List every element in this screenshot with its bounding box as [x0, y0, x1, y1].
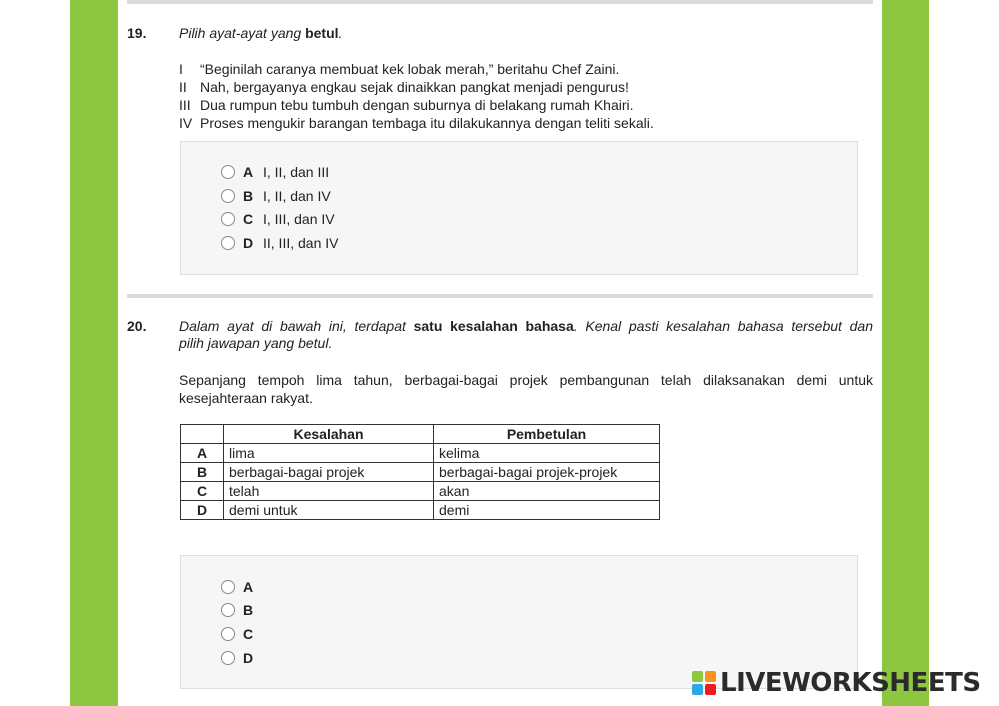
liveworksheets-logo-icon: [692, 671, 716, 695]
option-20-b[interactable]: B: [221, 602, 263, 618]
radio-icon[interactable]: [221, 189, 235, 203]
table-cell-letter: A: [181, 444, 224, 463]
table-cell-kesalahan: demi untuk: [224, 501, 434, 520]
table-cell-letter: B: [181, 463, 224, 482]
logo-square: [705, 684, 716, 695]
table-cell-kesalahan: lima: [224, 444, 434, 463]
option-19-c[interactable]: C I, III, dan IV: [221, 211, 335, 227]
table-row: [181, 482, 660, 501]
statement-4: IV Proses mengukir barangan tembaga itu dilakukannya dengan teliti sekali.: [179, 115, 654, 131]
radio-icon[interactable]: [221, 165, 235, 179]
liveworksheets-logo: [692, 668, 981, 698]
logo-square: [692, 671, 703, 682]
table-cell-letter: C: [181, 482, 224, 501]
radio-icon[interactable]: [221, 580, 235, 594]
question-20-sentence-line2: kesejahteraan rakyat.: [179, 390, 313, 406]
option-19-a[interactable]: A I, II, dan III: [221, 164, 329, 180]
option-20-a[interactable]: A: [221, 579, 263, 595]
table-header-pembetulan: Pembetulan: [434, 425, 660, 444]
question-19-number: 19.: [127, 25, 147, 41]
table-cell-pembetulan: akan: [434, 482, 660, 501]
question-20-number: 20.: [127, 318, 147, 334]
option-20-c[interactable]: C: [221, 626, 263, 642]
table-header-row: [181, 425, 660, 444]
table-cell-pembetulan: kelima: [434, 444, 660, 463]
table-cell-kesalahan: telah: [224, 482, 434, 501]
option-19-d[interactable]: D II, III, dan IV: [221, 235, 338, 251]
liveworksheets-logo-text: LIVEWORKSHEETS: [720, 668, 981, 698]
radio-icon[interactable]: [221, 212, 235, 226]
table-header-kesalahan: Kesalahan: [224, 425, 434, 444]
green-margin-right: [882, 0, 929, 706]
question-19-options-panel: [180, 141, 858, 275]
logo-square: [692, 684, 703, 695]
question-20-prompt: Dalam ayat di bawah ini, terdapat satu kesalahan bahasa. Kenal pasti kesalahan bahasa tersebut dan: [179, 318, 873, 334]
radio-icon[interactable]: [221, 236, 235, 250]
section-divider-top: [127, 0, 873, 4]
question-19-prompt: Pilih ayat-ayat yang betul.: [179, 25, 343, 41]
option-20-d[interactable]: D: [221, 650, 263, 666]
table-cell-letter: D: [181, 501, 224, 520]
radio-icon[interactable]: [221, 651, 235, 665]
error-correction-table: [180, 424, 660, 520]
statement-3: III Dua rumpun tebu tumbuh dengan suburnya di belakang rumah Khairi.: [179, 97, 634, 113]
table-cell-pembetulan: demi: [434, 501, 660, 520]
table-row: [181, 501, 660, 520]
radio-icon[interactable]: [221, 627, 235, 641]
statement-2: II Nah, bergayanya engkau sejak dinaikkan pangkat menjadi pengurus!: [179, 79, 629, 95]
table-cell-pembetulan: berbagai-bagai projek-projek: [434, 463, 660, 482]
section-divider: [127, 294, 873, 298]
statement-1: I “Beginilah caranya membuat kek lobak merah,” beritahu Chef Zaini.: [179, 61, 620, 77]
option-19-b[interactable]: B I, II, dan IV: [221, 188, 331, 204]
table-row: [181, 463, 660, 482]
question-20-sentence: Sepanjang tempoh lima tahun, berbagai-bagai projek pembangunan telah dilaksanakan demi untuk: [179, 372, 873, 388]
logo-square: [705, 671, 716, 682]
table-cell-kesalahan: berbagai-bagai projek: [224, 463, 434, 482]
question-20-prompt-line2: pilih jawapan yang betul.: [179, 335, 333, 351]
radio-icon[interactable]: [221, 603, 235, 617]
table-row: [181, 444, 660, 463]
green-margin-left: [70, 0, 118, 706]
table-header-cell: [181, 425, 224, 444]
